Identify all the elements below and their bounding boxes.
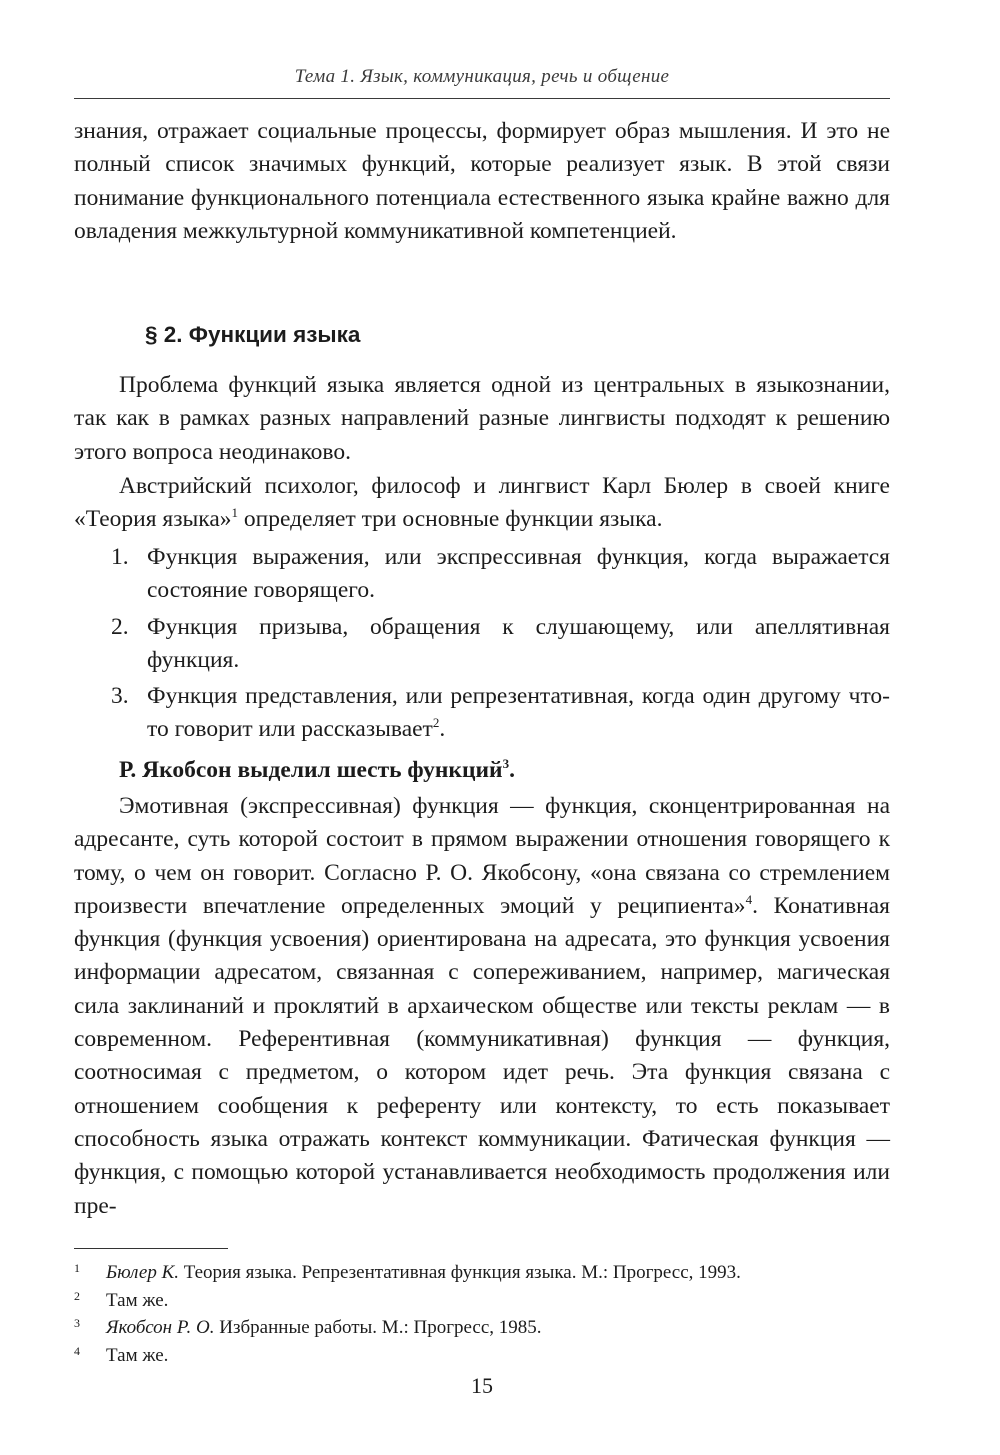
jakobson-text-b: . Конативная функция (функция усвоения) ориентирована на адресата, это функция усвоения информации адресатом, связанная с сопереживанием, например, магическая сила заклинаний и проклятий в архаическом обществе или тексты реклам — в современном. Референтивная (коммуникативная) функция — функция, соотносимая с предметом, о котором идет речь. Эта функция связана с отношением сообщения к референту или контексту, то есть показывает способность языка отражать контекст коммуникации. Фатическая функция — функция, с помощью которой устанавливается необходимость продолжения или пре-: [74, 892, 890, 1219]
jakobson-heading-text: Р. Якобсон выделил шесть функций: [119, 757, 503, 783]
header-rule: [74, 98, 890, 99]
jakobson-text-a: Эмотивная (экспрессивная) функция — функция, сконцентрированная на адресанте, суть которой состоит в прямом выражении отношения говорящего к тому, о чем он говорит. Согласно Р. О. Якобсону, «она связана со стремлением произвести впечатление определенных эмоций у реципиента»: [74, 793, 890, 919]
footnote-text: Там же.: [106, 1289, 169, 1311]
list-item-text: Функция выражения, или экспрессивная функция, когда выражается состояние говорящего.: [147, 544, 890, 604]
jakobson-heading: [119, 757, 515, 784]
footnote-text: Там же.: [106, 1344, 169, 1366]
footnote-ref-1[interactable]: 1: [231, 505, 239, 521]
jakobson-body: [74, 790, 890, 1223]
footnote-ref-4[interactable]: 4: [745, 892, 753, 908]
list-item-text: Функция призыва, обращения к слушающему, или апеллятивная функция.: [147, 613, 890, 673]
list-item-number: 3.: [111, 683, 129, 710]
jakobson-heading-tail: .: [509, 757, 515, 783]
function-list: [74, 541, 890, 750]
footnote-number: 3: [74, 1316, 80, 1330]
list-item-number: 1.: [111, 544, 129, 570]
list-item-tail: .: [439, 716, 446, 743]
list-item: [74, 611, 890, 678]
running-head: Тема 1. Язык, коммуникация, речь и общение: [294, 66, 670, 87]
list-item-text: Функция представления, или репрезентативная, когда один другому что-то говорит или рассказывает: [147, 683, 890, 743]
footnote-ref-2[interactable]: 2: [432, 715, 440, 731]
section-body: [74, 369, 890, 536]
paragraph-1: Проблема функций языка является одной из центральных в языкознании, так как в рамках разных направлений разные лингвисты подходят к решению этого вопроса неодинаково.: [74, 372, 890, 465]
footnote-ref-3[interactable]: 3: [502, 756, 510, 772]
paragraph-2-tail: определяет три основные функции языка.: [238, 506, 663, 533]
footnote-author: Бюлер К.: [106, 1262, 179, 1283]
footnote-rule: [74, 1248, 228, 1249]
intro-paragraph: знания, отражает социальные процессы, формирует образ мышления. И это не полный список значимых функций, которые реализует язык. В этой связи понимание функционального потенциала естественного языка крайне важно для овладения межкультурной коммуникативной компетенцией.: [74, 118, 890, 244]
footnotes: [74, 1259, 890, 1369]
section-heading: § 2. Функции языка: [145, 322, 361, 347]
footnote-number: 1: [74, 1261, 80, 1275]
footnote: [74, 1259, 890, 1287]
footnote: [74, 1314, 890, 1342]
page-number: 15: [471, 1373, 493, 1398]
intro-block: [74, 115, 890, 248]
paragraph-2: [74, 470, 890, 537]
list-item: [74, 680, 890, 747]
footnote: [74, 1287, 890, 1315]
footnote: [74, 1342, 890, 1370]
list-item-number: 2.: [111, 613, 129, 640]
paragraph-2-text: Австрийский психолог, философ и лингвист Карл Бюлер в своей книге «Теория языка»: [74, 472, 890, 533]
footnote-number: 2: [74, 1288, 80, 1303]
footnote-author: Якобсон Р. О.: [106, 1317, 215, 1338]
footnote-text: Избранные работы. М.: Прогресс, 1985.: [214, 1317, 542, 1338]
footnote-number: 4: [74, 1343, 80, 1358]
jakobson-paragraph: [74, 790, 890, 1223]
footnote-text: Теория языка. Репрезентативная функция языка. М.: Прогресс, 1993.: [178, 1262, 741, 1283]
list-item: [74, 541, 890, 608]
